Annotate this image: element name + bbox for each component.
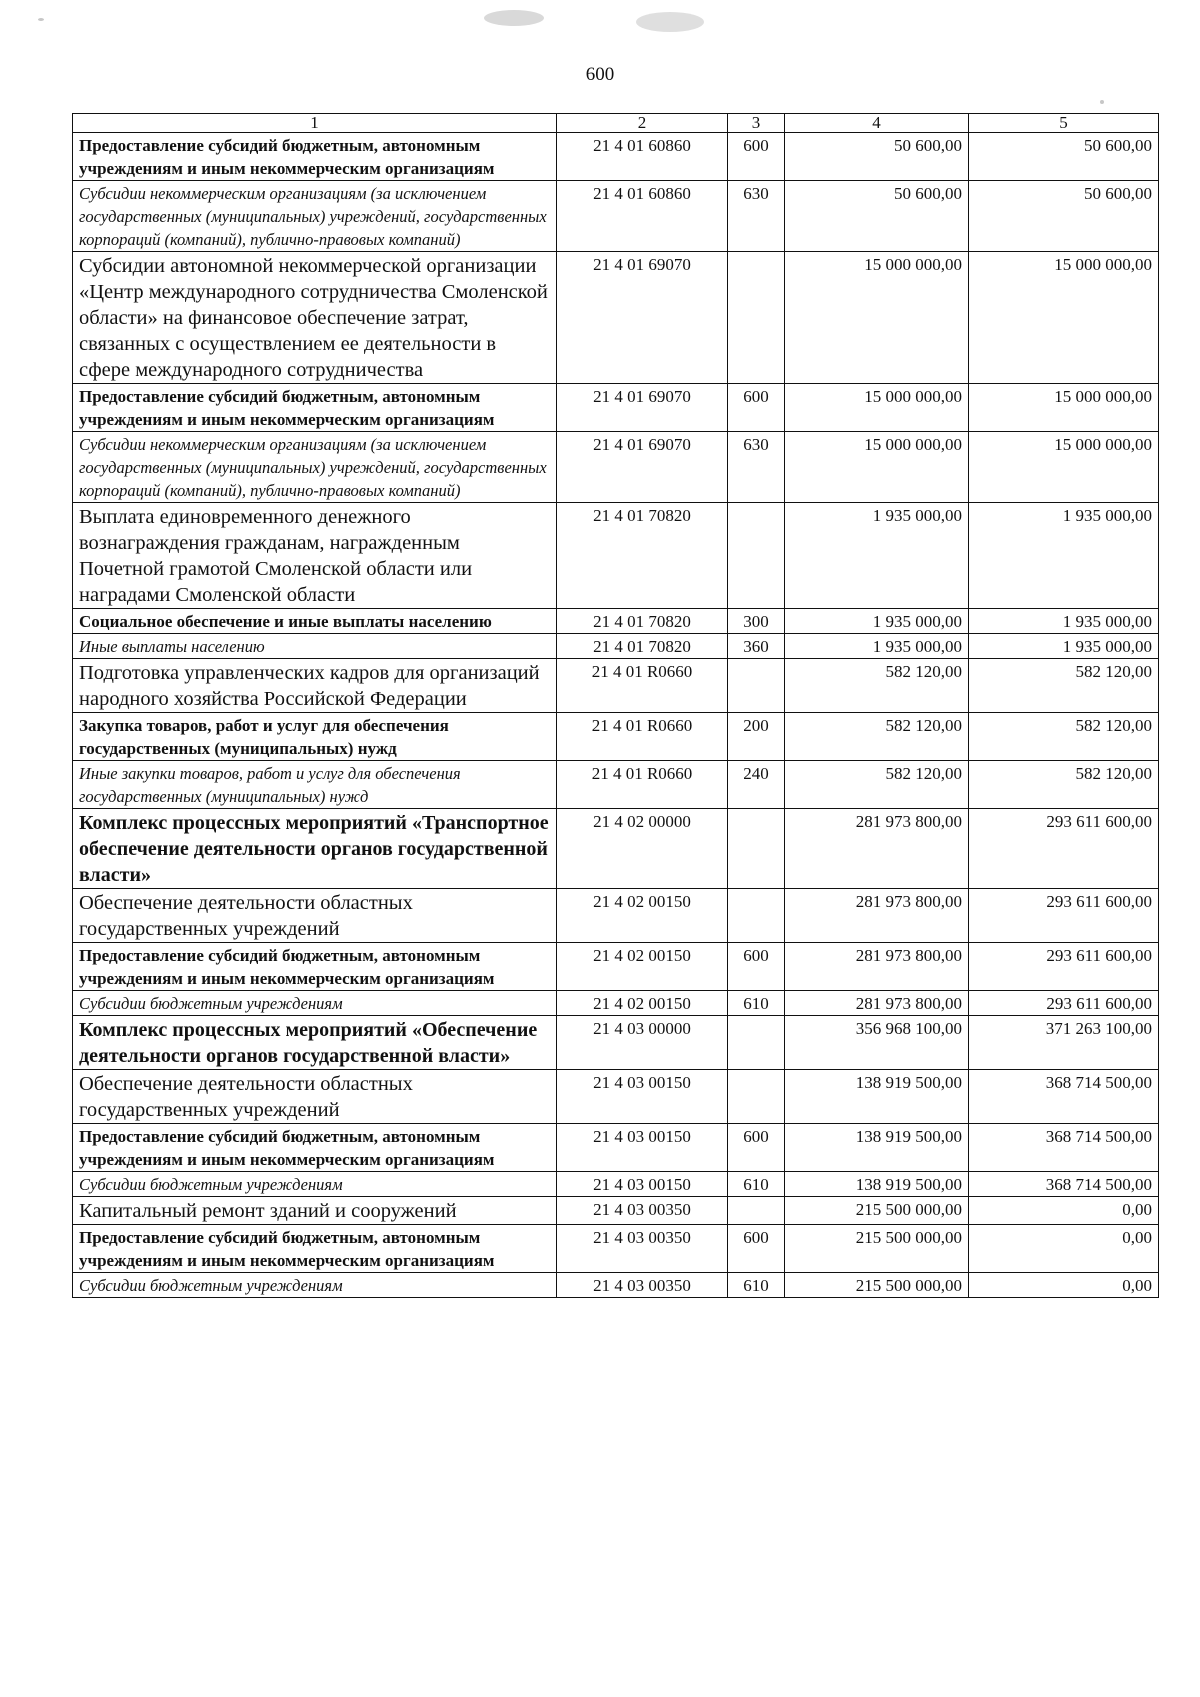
row-amount-year-2: 50 600,00: [969, 181, 1159, 252]
row-amount-year-1: 582 120,00: [785, 659, 969, 713]
row-name: Комплекс процессных мероприятий «Транспортное обеспечение деятельности органов государственной власти»: [73, 809, 557, 889]
row-expense-type: 200: [728, 713, 785, 761]
row-name: Иные закупки товаров, работ и услуг для обеспечения государственных (муниципальных) нужд: [73, 761, 557, 809]
row-expense-type: [728, 809, 785, 889]
row-code: 21 4 02 00150: [557, 943, 728, 991]
row-code: 21 4 03 00150: [557, 1070, 728, 1124]
row-amount-year-1: 15 000 000,00: [785, 432, 969, 503]
table-row: [73, 252, 1159, 384]
row-expense-type: 610: [728, 1172, 785, 1197]
column-number-1: 1: [73, 114, 557, 133]
row-amount-year-1: 281 973 800,00: [785, 809, 969, 889]
row-amount-year-1: 50 600,00: [785, 133, 969, 181]
row-amount-year-1: 1 935 000,00: [785, 503, 969, 609]
table-row: [73, 181, 1159, 252]
table-row: [73, 943, 1159, 991]
table-row: [73, 659, 1159, 713]
row-code: 21 4 01 69070: [557, 432, 728, 503]
table-row: [73, 432, 1159, 503]
row-amount-year-1: 215 500 000,00: [785, 1273, 969, 1298]
row-amount-year-2: 0,00: [969, 1225, 1159, 1273]
row-amount-year-1: 138 919 500,00: [785, 1070, 969, 1124]
row-code: 21 4 01 60860: [557, 181, 728, 252]
column-number-4: 4: [785, 114, 969, 133]
row-name: Субсидии некоммерческим организациям (за исключением государственных (муниципальных) учреждений, государственных корпораций (компаний), публично-правовых компаний): [73, 181, 557, 252]
row-name: Субсидии бюджетным учреждениям: [73, 991, 557, 1016]
row-name: Субсидии бюджетным учреждениям: [73, 1273, 557, 1298]
table-row: [73, 761, 1159, 809]
row-amount-year-1: 1 935 000,00: [785, 634, 969, 659]
row-code: 21 4 02 00150: [557, 991, 728, 1016]
table-body: [73, 114, 1159, 1298]
row-amount-year-2: 15 000 000,00: [969, 252, 1159, 384]
row-name: Предоставление субсидий бюджетным, автономным учреждениям и иным некоммерческим организациям: [73, 1124, 557, 1172]
row-amount-year-1: 281 973 800,00: [785, 889, 969, 943]
row-expense-type: 600: [728, 1225, 785, 1273]
row-name: Выплата единовременного денежного вознаграждения гражданам, награжденным Почетной грамотой Смоленской области или наградами Смоленской области: [73, 503, 557, 609]
row-name: Подготовка управленческих кадров для организаций народного хозяйства Российской Федерации: [73, 659, 557, 713]
row-amount-year-2: 1 935 000,00: [969, 503, 1159, 609]
row-expense-type: 630: [728, 432, 785, 503]
row-amount-year-1: 215 500 000,00: [785, 1197, 969, 1225]
table-row: [73, 609, 1159, 634]
table-row: [73, 503, 1159, 609]
row-code: 21 4 01 69070: [557, 252, 728, 384]
row-amount-year-2: 582 120,00: [969, 761, 1159, 809]
row-code: 21 4 01 R0660: [557, 659, 728, 713]
row-amount-year-2: 368 714 500,00: [969, 1124, 1159, 1172]
row-name: Социальное обеспечение и иные выплаты населению: [73, 609, 557, 634]
column-number-3: 3: [728, 114, 785, 133]
row-amount-year-1: 138 919 500,00: [785, 1172, 969, 1197]
row-code: 21 4 01 70820: [557, 503, 728, 609]
row-expense-type: [728, 503, 785, 609]
table-row: [73, 384, 1159, 432]
row-name: Капитальный ремонт зданий и сооружений: [73, 1197, 557, 1225]
table-row: [73, 991, 1159, 1016]
row-amount-year-2: 293 611 600,00: [969, 889, 1159, 943]
row-amount-year-1: 356 968 100,00: [785, 1016, 969, 1070]
row-expense-type: [728, 252, 785, 384]
scan-speck: [1100, 100, 1104, 104]
row-name: Субсидии некоммерческим организациям (за исключением государственных (муниципальных) учреждений, государственных корпораций (компаний), публично-правовых компаний): [73, 432, 557, 503]
row-name: Комплекс процессных мероприятий «Обеспечение деятельности органов государственной власти»: [73, 1016, 557, 1070]
row-amount-year-2: 0,00: [969, 1197, 1159, 1225]
table-row: [73, 1197, 1159, 1225]
row-amount-year-2: 50 600,00: [969, 133, 1159, 181]
column-number-5: 5: [969, 114, 1159, 133]
table-row: [73, 1273, 1159, 1298]
row-code: 21 4 02 00150: [557, 889, 728, 943]
row-amount-year-1: 15 000 000,00: [785, 252, 969, 384]
row-code: 21 4 01 R0660: [557, 761, 728, 809]
row-name: Иные выплаты населению: [73, 634, 557, 659]
row-name: Обеспечение деятельности областных государственных учреждений: [73, 889, 557, 943]
row-amount-year-1: 281 973 800,00: [785, 943, 969, 991]
row-name: Закупка товаров, работ и услуг для обеспечения государственных (муниципальных) нужд: [73, 713, 557, 761]
row-amount-year-2: 293 611 600,00: [969, 809, 1159, 889]
row-expense-type: 600: [728, 1124, 785, 1172]
row-name: Предоставление субсидий бюджетным, автономным учреждениям и иным некоммерческим организациям: [73, 133, 557, 181]
row-name: Обеспечение деятельности областных государственных учреждений: [73, 1070, 557, 1124]
table-row: [73, 713, 1159, 761]
row-amount-year-2: 368 714 500,00: [969, 1172, 1159, 1197]
row-name: Предоставление субсидий бюджетным, автономным учреждениям и иным некоммерческим организациям: [73, 943, 557, 991]
table-row: [73, 1225, 1159, 1273]
table-row: [73, 809, 1159, 889]
table-row: [73, 1016, 1159, 1070]
row-amount-year-2: 1 935 000,00: [969, 609, 1159, 634]
table-row: [73, 1070, 1159, 1124]
row-expense-type: [728, 1070, 785, 1124]
scan-speck: [38, 18, 44, 21]
row-expense-type: 630: [728, 181, 785, 252]
row-expense-type: 240: [728, 761, 785, 809]
table-row: [73, 133, 1159, 181]
row-expense-type: 600: [728, 133, 785, 181]
row-code: 21 4 01 60860: [557, 133, 728, 181]
row-amount-year-1: 138 919 500,00: [785, 1124, 969, 1172]
row-expense-type: 610: [728, 1273, 785, 1298]
row-code: 21 4 03 00350: [557, 1197, 728, 1225]
row-amount-year-2: 15 000 000,00: [969, 432, 1159, 503]
row-amount-year-2: 582 120,00: [969, 713, 1159, 761]
row-code: 21 4 03 00150: [557, 1124, 728, 1172]
row-name: Субсидии бюджетным учреждениям: [73, 1172, 557, 1197]
row-amount-year-1: 1 935 000,00: [785, 609, 969, 634]
row-code: 21 4 01 69070: [557, 384, 728, 432]
row-expense-type: 610: [728, 991, 785, 1016]
scan-speck: [636, 12, 704, 32]
column-number-2: 2: [557, 114, 728, 133]
row-amount-year-1: 582 120,00: [785, 713, 969, 761]
table-row: [73, 1124, 1159, 1172]
row-expense-type: [728, 1016, 785, 1070]
table-row: [73, 1172, 1159, 1197]
row-name: Предоставление субсидий бюджетным, автономным учреждениям и иным некоммерческим организациям: [73, 384, 557, 432]
row-amount-year-1: 15 000 000,00: [785, 384, 969, 432]
row-code: 21 4 03 00350: [557, 1225, 728, 1273]
table-row: [73, 889, 1159, 943]
row-expense-type: 300: [728, 609, 785, 634]
row-code: 21 4 03 00000: [557, 1016, 728, 1070]
row-expense-type: [728, 889, 785, 943]
row-amount-year-2: 368 714 500,00: [969, 1070, 1159, 1124]
budget-table: [72, 113, 1159, 1298]
row-code: 21 4 03 00150: [557, 1172, 728, 1197]
row-code: 21 4 01 70820: [557, 609, 728, 634]
row-amount-year-2: 0,00: [969, 1273, 1159, 1298]
row-amount-year-1: 215 500 000,00: [785, 1225, 969, 1273]
row-code: 21 4 02 00000: [557, 809, 728, 889]
row-code: 21 4 01 70820: [557, 634, 728, 659]
row-code: 21 4 03 00350: [557, 1273, 728, 1298]
row-expense-type: 360: [728, 634, 785, 659]
row-amount-year-2: 371 263 100,00: [969, 1016, 1159, 1070]
table-row: [73, 634, 1159, 659]
row-amount-year-2: 293 611 600,00: [969, 991, 1159, 1016]
row-expense-type: [728, 1197, 785, 1225]
row-amount-year-1: 582 120,00: [785, 761, 969, 809]
scan-speck: [484, 10, 544, 26]
row-amount-year-1: 281 973 800,00: [785, 991, 969, 1016]
row-name: Предоставление субсидий бюджетным, автономным учреждениям и иным некоммерческим организациям: [73, 1225, 557, 1273]
row-name: Субсидии автономной некоммерческой организации «Центр международного сотрудничества Смоленской области» на финансовое обеспечение затрат, связанных с осуществлением ее деятельности в сфере международного сотрудничества: [73, 252, 557, 384]
row-amount-year-2: 293 611 600,00: [969, 943, 1159, 991]
row-expense-type: [728, 659, 785, 713]
row-expense-type: 600: [728, 943, 785, 991]
row-amount-year-2: 15 000 000,00: [969, 384, 1159, 432]
page-number: 600: [585, 64, 615, 85]
column-number-row: [73, 114, 1159, 133]
row-code: 21 4 01 R0660: [557, 713, 728, 761]
row-amount-year-2: 1 935 000,00: [969, 634, 1159, 659]
row-expense-type: 600: [728, 384, 785, 432]
row-amount-year-2: 582 120,00: [969, 659, 1159, 713]
row-amount-year-1: 50 600,00: [785, 181, 969, 252]
